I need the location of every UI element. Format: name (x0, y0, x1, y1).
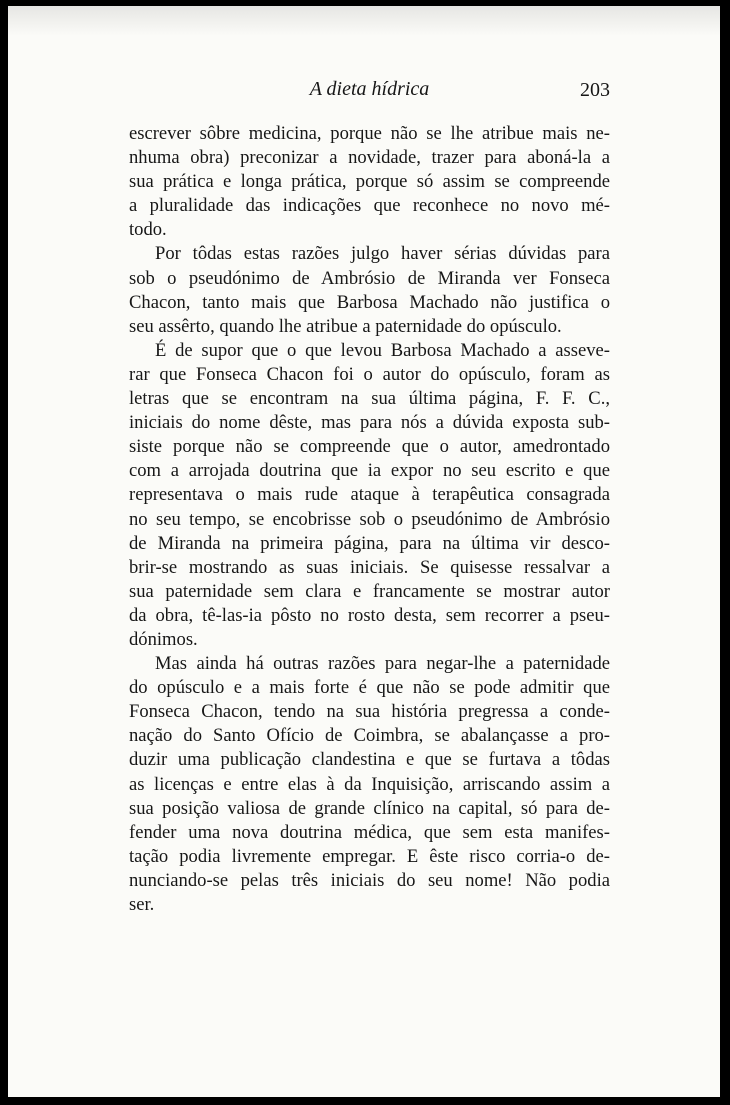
text-line: duzir uma publicação clandestina e que se furtava a tôdas (129, 749, 610, 771)
paragraph (129, 242, 610, 338)
text-line: iniciais do nome dêste, mas para nós a dúvida exposta sub- (129, 412, 610, 434)
text-line: sua posição valiosa de grande clínico na capital, só para de- (129, 797, 610, 819)
page-header (129, 78, 610, 108)
paragraph (129, 652, 610, 917)
text-line: do opúsculo e a mais forte é que não se pode admitir que (129, 677, 610, 699)
text-line: rar que Fonseca Chacon foi o autor do opúsculo, foram as (129, 363, 610, 385)
text-line: no seu tempo, se encobrisse sob o pseudónimo de Ambrósio (129, 508, 610, 530)
text-line: siste porque não se compreende que o autor, amedrontado (129, 436, 610, 458)
paragraph (129, 339, 610, 652)
paragraph (129, 122, 610, 242)
text-line: todo. (129, 219, 167, 241)
text-line: seu assêrto, quando lhe atribue a paternidade do opúsculo. (129, 315, 562, 337)
text-line: representava o mais rude ataque à terapêutica consagrada (129, 484, 610, 506)
text-line: as licenças e entre elas à da Inquisição, arriscando assim a (129, 773, 610, 795)
text-line: letras que se encontram na sua última página, F. F. C., (129, 388, 610, 410)
running-title: A dieta hídrica (309, 78, 430, 100)
body-text (129, 122, 610, 917)
text-line: de Miranda na primeira página, para na última vir desco- (129, 532, 610, 554)
text-line: tação podia livremente empregar. E êste risco corria-o de- (129, 845, 610, 867)
text-line: brir-se mostrando as suas iniciais. Se quisesse ressalvar a (129, 556, 610, 578)
text-line: nação do Santo Ofício de Coimbra, se abalançasse a pro- (129, 725, 610, 747)
text-line: sob o pseudónimo de Ambrósio de Miranda ver Fonseca (129, 267, 610, 289)
text-line: ser. (129, 894, 155, 915)
text-line: Por tôdas estas razões julgo haver sérias dúvidas para (155, 243, 610, 265)
text-line: É de supor que o que levou Barbosa Machado a asseve- (155, 339, 610, 361)
text-line: sua paternidade sem clara e francamente se mostrar autor (129, 580, 610, 602)
text-line: sua prática e longa prática, porque só assim se compreende (129, 171, 610, 193)
book-page (8, 6, 720, 1097)
text-line: Mas ainda há outras razões para negar-lhe a paternidade (155, 653, 610, 675)
page-number: 203 (580, 79, 610, 101)
text-line: nunciando-se pelas três iniciais do seu nome! Não podia (129, 869, 610, 891)
text-line: a pluralidade das indicações que reconhece no novo mé- (129, 195, 610, 217)
text-line: com a arrojada doutrina que ia expor no seu escrito e que (129, 460, 610, 482)
text-line: escrever sôbre medicina, porque não se lhe atribue mais ne- (129, 123, 610, 144)
text-line: nhuma obra) preconizar a novidade, trazer para aboná-la a (129, 147, 610, 169)
text-line: da obra, tê-las-ia pôsto no rosto desta, sem recorrer a pseu- (129, 604, 610, 626)
text-line: fender uma nova doutrina médica, que sem esta manifes- (129, 821, 610, 843)
text-line: dónimos. (129, 628, 198, 650)
text-line: Chacon, tanto mais que Barbosa Machado não justifica o (129, 291, 610, 313)
text-line: Fonseca Chacon, tendo na sua história pregressa a conde- (129, 701, 610, 723)
